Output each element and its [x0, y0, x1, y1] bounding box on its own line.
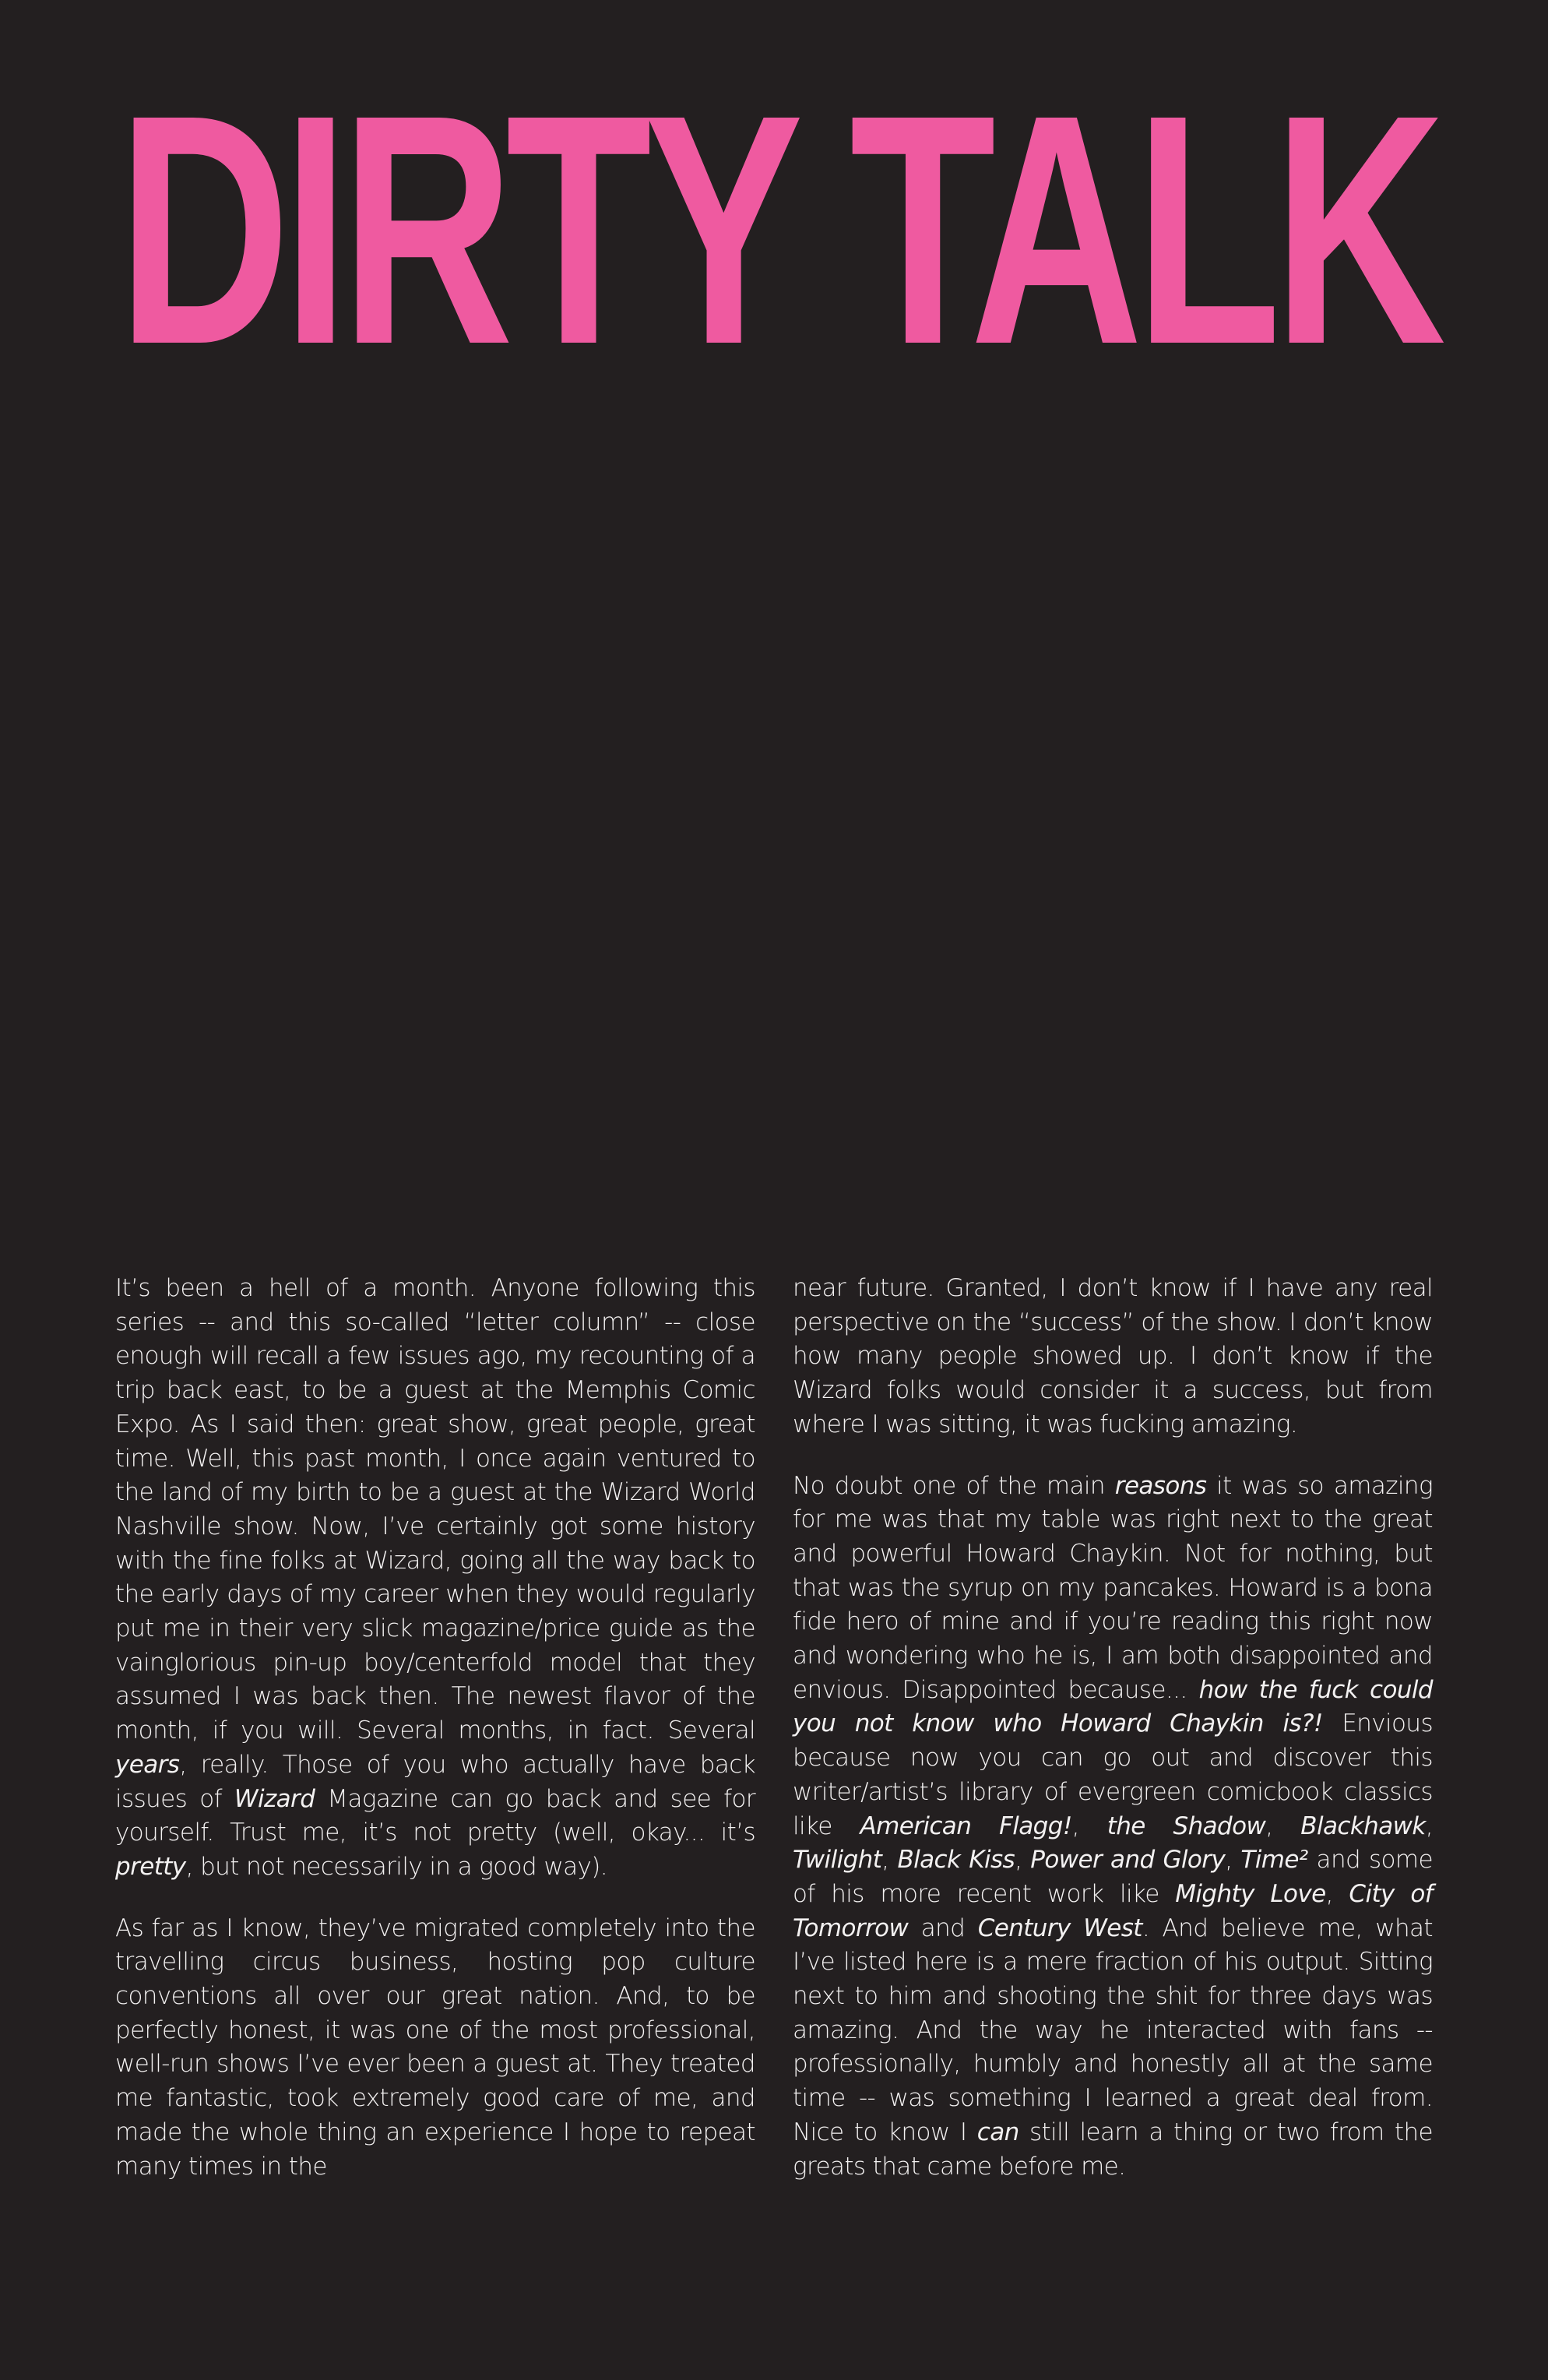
body-text: , really. Those of you who actually have back issues of: [115, 1750, 755, 1813]
body-text: ,: [1071, 1811, 1107, 1840]
body-text: No doubt one of the main: [793, 1471, 1115, 1500]
body-text: , but not necessarily in a good way).: [185, 1852, 608, 1881]
body-text: near future. Granted, I don’t know if I have any real perspective on the “success” of the show. I don’t know how many people showed up. I don’t know if the Wizard folks would consider it a success, but from where I was sitting, it was fucking amazing.: [793, 1274, 1433, 1438]
emphasized-text: years: [115, 1750, 180, 1779]
body-text: It’s been a hell of a month. Anyone following this series -- and this so-called “letter column” -- close enough will recall a few issues ago, my recounting of a trip back east, to be a guest at the Memphis Comic Expo. As I said then: great show, great people, great time. Well, this past month, I once again ventured to the land of my birth to be a guest at the Wizard World Nashville show. Now, I’ve certainly got some history with the fine folks at Wizard, going all the way back to the early days of my career when they would regularly put me in their very slick magazine/price guide as the vainglorious pin-up boy/centerfold model that they assumed I was back then. The newest flavor of the month, if you will. Several months, in fact. Several: [115, 1274, 755, 1745]
body-text: As far as I know, they’ve migrated completely into the travelling circus business, hosting pop culture conventions all over our great nation. And, to be perfectly honest, it was one of the most professional, well-run shows I’ve ever been a guest at. They treated me fantastic, took extremely good care of me, and made the whole thing an experience I hope to repeat many times in the: [115, 1914, 755, 2181]
emphasized-text: Black Kiss: [897, 1846, 1015, 1875]
emphasized-text: can: [976, 2118, 1019, 2146]
emphasized-text: Time²: [1240, 1846, 1308, 1875]
body-text: it was so amazing for me was that my table was right next to the great and powerful Howard Chaykin. Not for nothing, but that was the syrup on my pancakes. Howard is a bona fide hero of mine and if you’re reading this right now and wondering who he is, I am both disappointed and envious. Disappointed because...: [793, 1471, 1433, 1704]
emphasized-text: reasons: [1114, 1471, 1207, 1500]
emphasized-text: how the fuck could you not know who Howard Chaykin is?!: [793, 1675, 1433, 1738]
body-text: ,: [1265, 1811, 1301, 1840]
emphasized-text: Twilight: [793, 1846, 882, 1875]
body-text: and some of his more recent work like: [793, 1846, 1433, 1908]
article-paragraph: [793, 1470, 1433, 2185]
body-text: . And believe me, what I’ve listed here is a mere fraction of his output. Sitting next to him and shooting the shit for three days was amazing. And the way he interacted with fans -- professionally, humbly and honestly all at the same time -- was something I learned a great deal from. Nice to know I: [793, 1914, 1433, 2146]
body-text: ,: [1325, 1879, 1349, 1908]
page-title-block: [118, 48, 1438, 413]
emphasized-text: City of Tomorrow: [793, 1879, 1433, 1942]
emphasized-text: the Shadow: [1106, 1811, 1266, 1840]
emphasized-text: Power and Glory: [1030, 1846, 1226, 1875]
body-text: and: [908, 1914, 978, 1942]
emphasized-text: American Flagg!: [860, 1811, 1072, 1840]
body-text: ,: [1015, 1846, 1031, 1875]
article-column-left: [115, 1272, 755, 2211]
emphasized-text: Wizard: [234, 1784, 315, 1813]
body-text: ,: [881, 1846, 898, 1875]
article-paragraph: [793, 1272, 1433, 1442]
body-text: still learn a thing or two from the greats that came before me.: [793, 2118, 1433, 2181]
emphasized-text: pretty: [115, 1852, 186, 1881]
body-text: ,: [1425, 1811, 1433, 1840]
emphasized-text: Century West: [977, 1914, 1142, 1942]
body-text: Magazine can go back and see for yourself. Trust me, it’s not pretty (well, okay... it’s: [115, 1784, 755, 1847]
article-paragraph: [115, 1912, 755, 2185]
emphasized-text: Mighty Love: [1175, 1879, 1326, 1908]
article-column-right: [793, 1272, 1433, 2211]
page-title: DIRTY TALK: [118, 48, 1438, 413]
article-paragraph: [115, 1272, 755, 1885]
emphasized-text: Blackhawk: [1300, 1811, 1426, 1840]
body-text: Envious because now you can go out and discover this writer/artist’s library of evergreen comicbook classics like: [793, 1709, 1433, 1840]
body-text: ,: [1225, 1846, 1241, 1875]
